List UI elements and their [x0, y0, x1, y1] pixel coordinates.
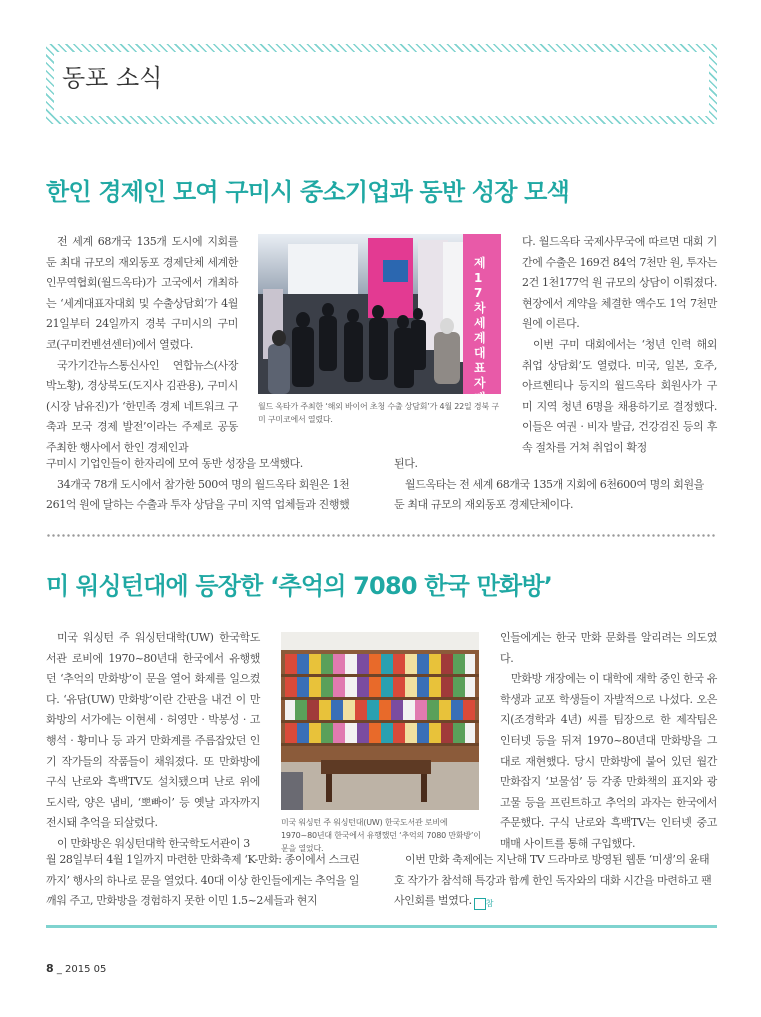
article2-photo-caption: 미국 워싱턴 주 워싱턴대(UW) 한국도서관 로비에 1970~80년대 한국에서 유행했던 ‘추억의 7080 만화방’이 문을 열었다. [281, 818, 481, 853]
section-header [46, 44, 717, 124]
article2-bottom-left [46, 850, 369, 912]
article1-photo-caption: 월드 옥타가 주최한 ‘해외 바이어 초청 수출 상담회’가 4월 22일 경북 구미 구미코에서 열렸다. [258, 402, 499, 424]
comic-room-image [281, 632, 479, 810]
article1-bottom-left-p2: 34개국 78개 도시에서 참가한 500여 명의 월드옥타 회원은 1천261억 원에 달하는 수출과 투자 상담을 구미 지역 업체들과 진행했 [46, 477, 350, 512]
article1-col1-p1: 전 세계 68개국 135개 도시에 지회를 둔 최대 규모의 재외동포 경제단체 세계한인무역협회(월드옥타)가 고국에서 개최하는 ‘세계대표자대회 및 수출상담회’가 4월 21일부터 24일까지 경북 구미시의 구미코(구미컨벤션센터)에서 열렸다. [46, 235, 238, 351]
page-footer [46, 962, 106, 975]
article1-bottom-left-p1: 구미시 기업인들이 한자리에 모여 동반 성장을 모색했다. [46, 457, 303, 470]
expo-hall-image [258, 234, 501, 394]
issue-date: 2015 05 [65, 964, 107, 975]
article1-title: 한인 경제인 모여 구미시 중소기업과 동반 성장 모색 [46, 178, 569, 206]
article2-col1-p1: 미국 워싱턴 주 워싱턴대학(UW) 한국학도서관 로비에 1970~80년대 한국에서 유행했던 ‘추억의 만화방’이 문을 열어 화제를 일으켰다. ‘유담(UW) 만화방’이란 간판을 내건 이 만화방의 서가에는 이현세 · 허영만 · 박봉성 · 고행석 · 황미나 등 과거 만화계를 주름잡았던 인기 작가들의 작품들이 채워졌다. 또 만화방에 구식 난로와 흑백TV도 설치됐으며 난로 위에 도시락, 양은 냄비, ‘뽀빠이’ 등 옛날 과자까지 전시돼 추억을 되살렸다. [46, 631, 260, 830]
article1-col3-p2: 이번 구미 대회에서는 ‘청년 인력 해외 취업 상담회’도 열렸다. 미국, 일본, 호주, 아르헨티나 등지의 월드옥타 회원사가 구미 지역 청년 6명을 채용하기로 결정했다. 이들은 여권 · 비자 발급, 건강검진 등의 후속 절차를 거쳐 취업이 확정 [522, 337, 717, 454]
section-label: 동포 소식 [62, 64, 163, 92]
end-mark-icon: 참 [474, 898, 486, 910]
article1-col3-p1: 다. 월드옥타 국제사무국에 따르면 대회 기간에 수출은 169건 84억 7천만 원, 투자는 2건 1천177억 원 규모의 상담이 이뤄졌다. 현장에서 계약을 체결한 액수도 1억 7천만 원에 이른다. [522, 235, 717, 331]
article2-bottom-right-p1 [394, 850, 717, 912]
section-header-inner [54, 52, 709, 116]
article2-bottom-right [394, 850, 717, 912]
article2-photo [281, 632, 479, 810]
page-number: 8 [46, 962, 54, 975]
article2-bottom [46, 850, 717, 912]
article1-bottom-right-p1: 된다. [394, 457, 418, 470]
article2-bottom-left-p1: 월 28일부터 4월 1일까지 마련한 만화축제 ‘K-만화: 종이에서 스크린까지’ 행사의 하나로 문을 열었다. 40대 이상 한인들에게는 추억을 일깨워 주고, 만화방을 경험하지 못한 이민 1.5~2세들과 현지 [46, 853, 360, 908]
article1-bottom-left [46, 454, 369, 516]
article1-bottom-right [394, 454, 717, 516]
article2-bottom-right-text: 이번 만화 축제에는 지난해 TV 드라마로 방영된 웹툰 ‘미생’의 윤태호 작가가 참석해 특강과 함께 한인 독자와의 대화 시간을 마련하고 팬 사인회를 벌였다. [394, 853, 712, 908]
article1-photo [258, 234, 501, 405]
article2-title: 미 워싱턴대에 등장한 ‘추억의 7080 한국 만화방’ [46, 572, 553, 600]
article2-col1 [46, 628, 260, 855]
article1-bottom [46, 454, 717, 516]
bottom-rule [46, 925, 717, 928]
dotted-divider [46, 534, 717, 537]
article2-col3-p2: 만화방 개장에는 이 대학에 재학 중인 한국 유학생과 교포 학생들이 자발적으로 나섰다. 오은지(조경학과 4년) 씨를 팀장으로 한 제작팀은 인터넷 등을 뒤져 1970~80년대 만화방을 그대로 재현했다. 당시 만화방에 붙어 있던 월간 만화잡지 ‘보물섬’ 등 각종 만화책의 표지와 광고물 등을 프린트하고 추억의 과자는 한국에서 주문했다. 구식 난로와 흑백TV는 인터넷 중고 매매 사이트를 통해 구입했다. [500, 672, 717, 850]
article2-col1-p2: 이 만화방은 워싱턴대학 한국학도서관이 3 [57, 836, 250, 850]
footer-separator: _ [56, 964, 62, 975]
banner-text: 제17차 세계대표자대 [474, 256, 486, 405]
article1-bottom-right-p2: 월드옥타는 전 세계 68개국 135개 지회에 6천600여 명의 회원을 둔 최대 규모의 재외동포 경제단체이다. [394, 477, 704, 512]
article1-col3 [522, 232, 717, 459]
article2-col3-p1: 인들에게는 한국 만화 문화를 알리려는 의도였다. [500, 631, 717, 665]
article1-col1 [46, 232, 238, 459]
article1-col1-p2: 국가기간뉴스통신사인 연합뉴스(사장 박노황), 경상북도(도지사 김관용), 구미시(시장 남유진)가 ‘한민족 경제 네트워크 구축과 모국 경제 발전’이라는 주제로 공동 주최한 행사에서 한인 경제인과 [46, 358, 238, 454]
article2-col3 [500, 628, 717, 855]
